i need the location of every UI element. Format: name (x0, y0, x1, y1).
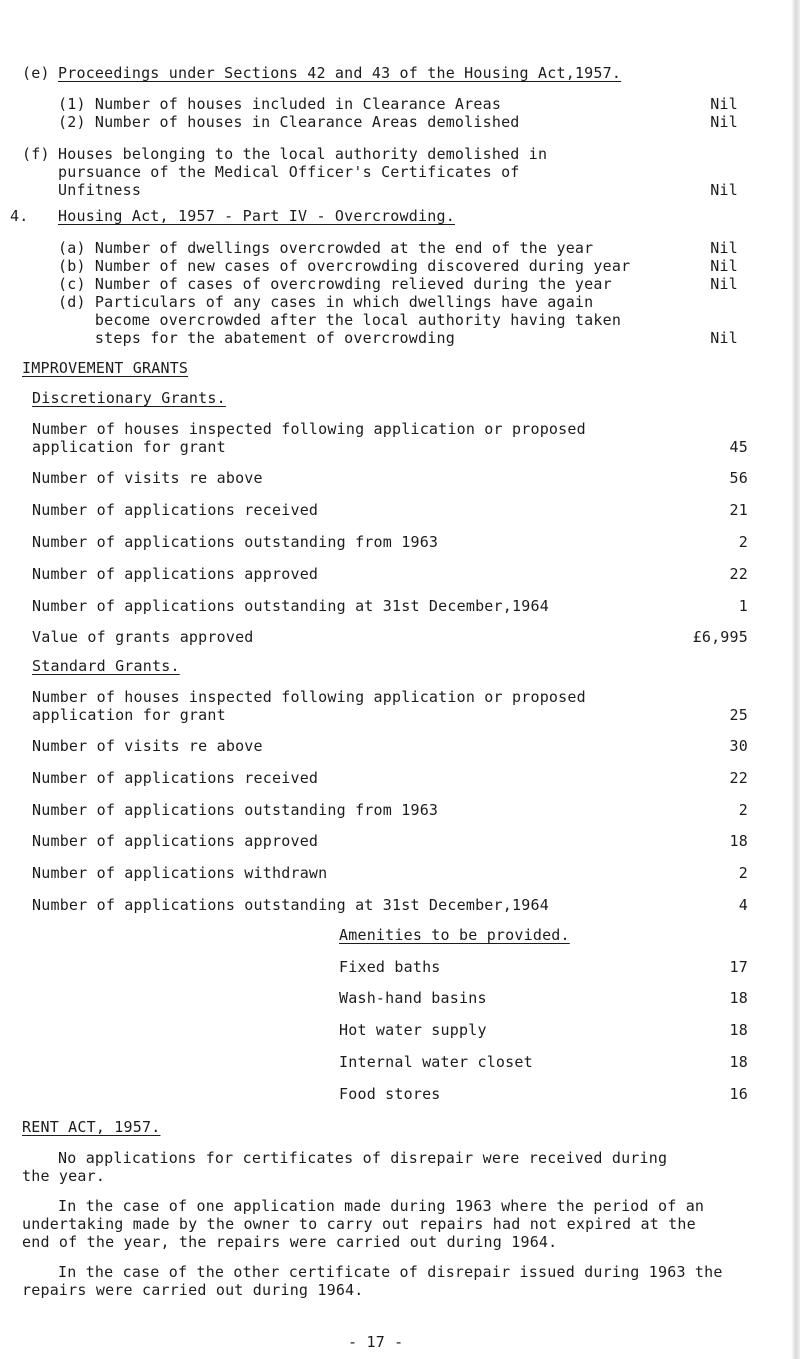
rent-act-para-3-line-2: repairs were carried out during 1964. (22, 1281, 364, 1299)
std-row-1-line-2: application for grant (32, 706, 226, 724)
section-4-item-d-line-1: (d) Particulars of any cases in which dwellings have again (58, 293, 594, 311)
amenity-row-1-text: Fixed baths (339, 958, 441, 976)
rent-act-para-1-line-2: the year. (22, 1167, 106, 1185)
amenity-row-1-value: 17 (729, 958, 748, 976)
amenity-row-2-text: Wash-hand basins (339, 989, 487, 1007)
amenity-row-3-text: Hot water supply (339, 1021, 487, 1039)
section-4-number: 4. (10, 207, 29, 225)
section-4-item-d-line-3: steps for the abatement of overcrowding (58, 329, 455, 347)
section-f-label: (f) (22, 145, 50, 163)
disc-row-1-line-1: Number of houses inspected following application or proposed (32, 420, 586, 438)
section-e-item-1-text: (1) Number of houses included in Clearance Areas (58, 95, 502, 113)
std-row-3-value: 22 (729, 769, 748, 787)
section-4-heading: Housing Act, 1957 - Part IV - Overcrowding. (58, 207, 455, 225)
discretionary-grants-heading: Discretionary Grants. (32, 389, 226, 407)
disc-row-7-value: £6,995 (692, 628, 748, 646)
disc-row-3-text: Number of applications received (32, 501, 319, 519)
disc-row-6-value: 1 (738, 597, 748, 615)
amenity-row-3-value: 18 (729, 1021, 748, 1039)
improvement-grants-heading: IMPROVEMENT GRANTS (22, 359, 189, 377)
amenity-row-2-value: 18 (729, 989, 748, 1007)
section-f-line-3: Unfitness (58, 181, 142, 199)
page-number: - 17 - (348, 1333, 404, 1351)
std-row-7-text: Number of applications outstanding at 31st December,1964 (32, 896, 549, 914)
std-row-7-value: 4 (738, 896, 748, 914)
disc-row-7-text: Value of grants approved (32, 628, 254, 646)
section-4-item-d-line-2: become overcrowded after the local authority having taken (58, 311, 622, 329)
disc-row-2-value: 56 (729, 469, 748, 487)
disc-row-4-value: 2 (738, 533, 748, 551)
section-4-item-a-value: Nil (710, 239, 738, 257)
section-4-item-c-value: Nil (710, 275, 738, 293)
rent-act-para-3-line-1: In the case of the other certificate of disrepair issued during 1963 the (58, 1263, 723, 1281)
disc-row-5-text: Number of applications approved (32, 565, 319, 583)
section-4-item-d-value: Nil (710, 329, 738, 347)
rent-act-para-2-line-2: undertaking made by the owner to carry out repairs had not expired at the (22, 1215, 696, 1233)
std-row-6-text: Number of applications withdrawn (32, 864, 328, 882)
amenity-row-5-text: Food stores (339, 1085, 441, 1103)
disc-row-1-value: 45 (729, 438, 748, 456)
std-row-3-text: Number of applications received (32, 769, 319, 787)
section-e-item-2-text: (2) Number of houses in Clearance Areas demolished (58, 113, 520, 131)
std-row-5-value: 18 (729, 832, 748, 850)
amenity-row-5-value: 16 (729, 1085, 748, 1103)
amenity-row-4-text: Internal water closet (339, 1053, 533, 1071)
section-4-item-b-text: (b) Number of new cases of overcrowding discovered during year (58, 257, 631, 275)
amenities-heading: Amenities to be provided. (339, 926, 570, 944)
disc-row-3-value: 21 (729, 501, 748, 519)
section-e-item-1-value: Nil (710, 95, 738, 113)
disc-row-5-value: 22 (729, 565, 748, 583)
disc-row-4-text: Number of applications outstanding from 1963 (32, 533, 439, 551)
disc-row-6-text: Number of applications outstanding at 31st December,1964 (32, 597, 549, 615)
rent-act-para-2-line-1: In the case of one application made during 1963 where the period of an (58, 1197, 705, 1215)
std-row-1-line-1: Number of houses inspected following application or proposed (32, 688, 586, 706)
std-row-4-text: Number of applications outstanding from 1963 (32, 801, 439, 819)
section-e-heading: Proceedings under Sections 42 and 43 of the Housing Act,1957. (58, 64, 622, 82)
std-row-4-value: 2 (738, 801, 748, 819)
amenity-row-4-value: 18 (729, 1053, 748, 1071)
standard-grants-heading: Standard Grants. (32, 657, 180, 675)
std-row-2-text: Number of visits re above (32, 737, 263, 755)
rent-act-heading: RENT ACT, 1957. (22, 1118, 161, 1136)
section-f-line-2: pursuance of the Medical Officer's Certificates of (58, 163, 520, 181)
disc-row-1-line-2: application for grant (32, 438, 226, 456)
section-f-line-1: Houses belonging to the local authority demolished in (58, 145, 548, 163)
std-row-5-text: Number of applications approved (32, 832, 319, 850)
section-e-label: (e) (22, 64, 50, 82)
std-row-2-value: 30 (729, 737, 748, 755)
page-edge-shadow (791, 0, 800, 1359)
rent-act-para-1-line-1: No applications for certificates of disrepair were received during (58, 1149, 668, 1167)
section-4-item-a-text: (a) Number of dwellings overcrowded at the end of the year (58, 239, 594, 257)
std-row-1-value: 25 (729, 706, 748, 724)
section-f-value: Nil (710, 181, 738, 199)
disc-row-2-text: Number of visits re above (32, 469, 263, 487)
std-row-6-value: 2 (738, 864, 748, 882)
section-4-item-b-value: Nil (710, 257, 738, 275)
section-e-item-2-value: Nil (710, 113, 738, 131)
section-4-item-c-text: (c) Number of cases of overcrowding relieved during the year (58, 275, 612, 293)
rent-act-para-2-line-3: end of the year, the repairs were carried out during 1964. (22, 1233, 558, 1251)
